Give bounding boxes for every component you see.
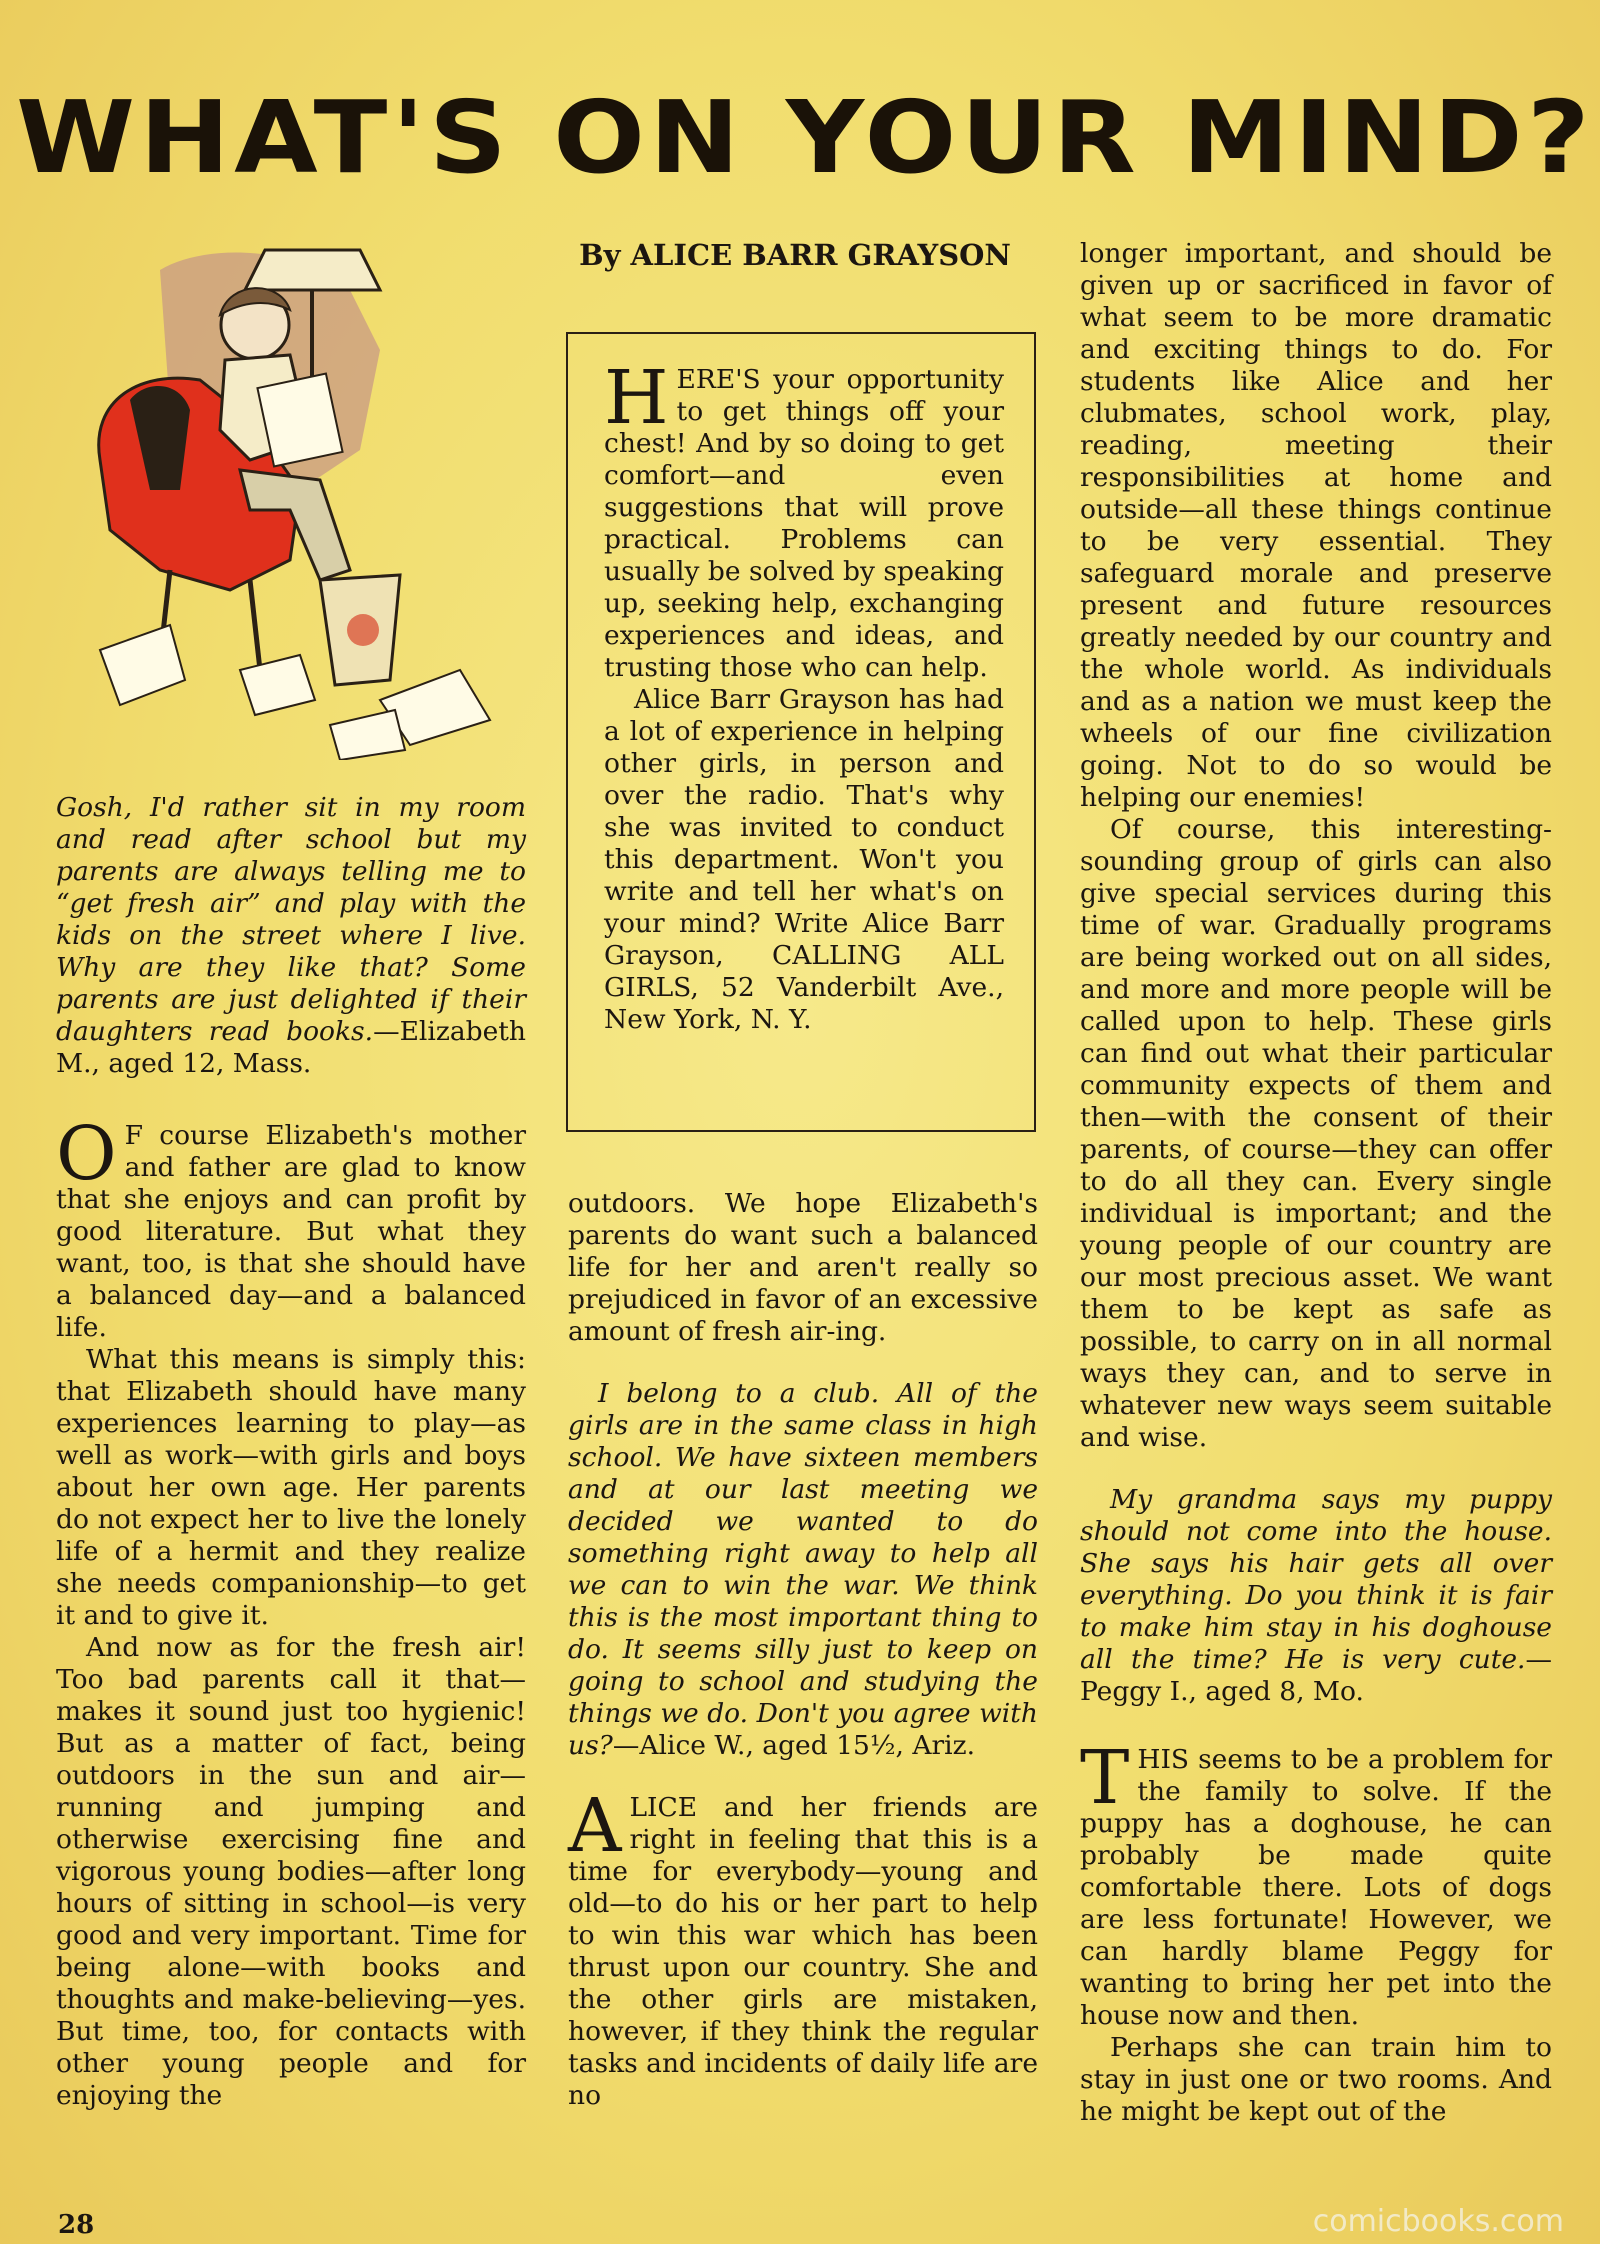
answer-alice-p2: longer important, and should be given up or sacrificed in favor of what seem to be more dramatic and exciting things to do. For students like Alice and her clubmates, school work, play, reading, meeting their responsibilities at home and outside—all these things continue to be very essential. They safeguard morale and preserve present and future resources greatly needed by our country and the whole world. As individuals and as a nation we must keep the wheels of our fine civilization going. Not to do so would be helping our enemies! [1080,238,1552,813]
intro-p2: Alice Barr Grayson has had a lot of experience in helping other girls, in person and over the radio. That's why she was invited to conduct this department. Won't you write and tell her what's on your mind? Write Alice Barr Grayson, CALLING ALL GIRLS, 52 Vanderbilt Ave., New York, N. Y. [604,684,1004,1035]
letter-elizabeth [56,792,526,1080]
letter-signature: —Alice W., aged 15½, Ariz. [612,1730,976,1761]
letter-text: My grandma says my puppy should not come into the house. She says his hair gets all over everything. Do you think it is fair to make him stay in his doghouse all the time? He is very cute. [1080,1484,1552,1675]
answer-peggy-p2: Perhaps she can train him to stay in just one or two rooms. And he might be kept out of the [1080,2032,1552,2127]
intro-p1: HERE'S your opportunity to get things off your chest! And by so doing to get comfort—and even suggestions that will prove practical. Problems can usually be solved by speaking up, seeking help, exchanging experiences and ideas, and trusting those who can help. [604,355,1004,683]
answer-elizabeth-p3: And now as for the fresh air! Too bad parents call it that—makes it sound just too hygienic! But as a matter of fact, being outdoors in the sun and air—running and jumping and otherwise exercising fine and vigorous young bodies—after long hours of sitting in school—is very good and very important. Time for being alone—with books and thoughts and make-believing—yes. But time, too, for contacts with other young people and for enjoying the [56,1632,526,2111]
answer-elizabeth-p2: What this means is simply this: that Elizabeth should have many experiences learning to play—as well as work—with girls and boys about her own age. Her parents do not expect her to live the lonely life of a hermit and they realize she needs companionship—to get it and to give it. [56,1344,526,1631]
letter-signature: —Elizabeth M., aged 12, Mass. [56,1016,526,1079]
page-number: 28 [58,2210,95,2240]
column-middle [568,1188,1038,2112]
column-left [56,792,526,2112]
intro-box [566,332,1036,1132]
letter-peggy [1080,1484,1552,1708]
answer-peggy-p1: THIS seems to be a problem for the family to solve. If the puppy has a doghouse, he can probably be made quite comfortable there. Lots of dogs are less fortunate! However, we can hardly blame Peggy for wanting to bring her pet into the house now and then. [1080,1735,1552,2031]
column-right [1080,238,1552,2128]
page-title: WHAT'S ON YOUR MIND? [15,79,1594,196]
answer-alice-p3: Of course, this interesting-sounding group of girls can also give special services during this time of war. Gradually programs are being worked out on all sides, and more and more people will be called upon to help. These girls can find out what their particular community expects of them and then—with the consent of their parents, of course—they can offer to do all they can. Every single individual is important; and the young people of our country are our most precious asset. We want them to be kept as safe as possible, to carry on in all normal ways they can, and to serve in whatever new ways seem suitable and wise. [1080,814,1552,1453]
girl-reading-illustration [50,230,550,760]
answer-elizabeth-p4: outdoors. We hope Elizabeth's parents do want such a balanced life for her and aren't really so prejudiced in favor of an excessive amount of fresh air-ing. [568,1188,1038,1347]
letter-text: Gosh, I'd rather sit in my room and read after school but my parents are always telling me to “get fresh air” and play with the kids on the street where I live. Why are they like that? Some parents are just delighted if their daughters read books. [56,792,526,1047]
answer-alice-p1: ALICE and her friends are right in feeling that this is a time for everybody—young and old—to do his or her part to help to win this war which has been thrust upon our country. She and the other girls are mistaken, however, if they think the regular tasks and incidents of daily life are no [568,1783,1038,2111]
letter-alice [568,1378,1038,1762]
answer-elizabeth-p1: O F course Elizabeth's mother and father are glad to know that she enjoys and can profit by good literature. But what they want, too, is that she should have a balanced day—and a balanced life. [56,1111,526,1343]
letter-signature: —Peggy I., aged 8, Mo. [1080,1644,1552,1707]
letter-text: I belong to a club. All of the girls are in the same class in high school. We have sixteen members and at our last meeting we decided we wanted to do something right away to help all we can to win the war. We think this is the most important thing to do. It seems silly just to keep on going to school and studying the things we do. Don't you agree with us? [568,1378,1038,1761]
watermark: comicbooks.com [1312,2204,1564,2239]
author-byline: By ALICE BARR GRAYSON [579,238,1011,272]
